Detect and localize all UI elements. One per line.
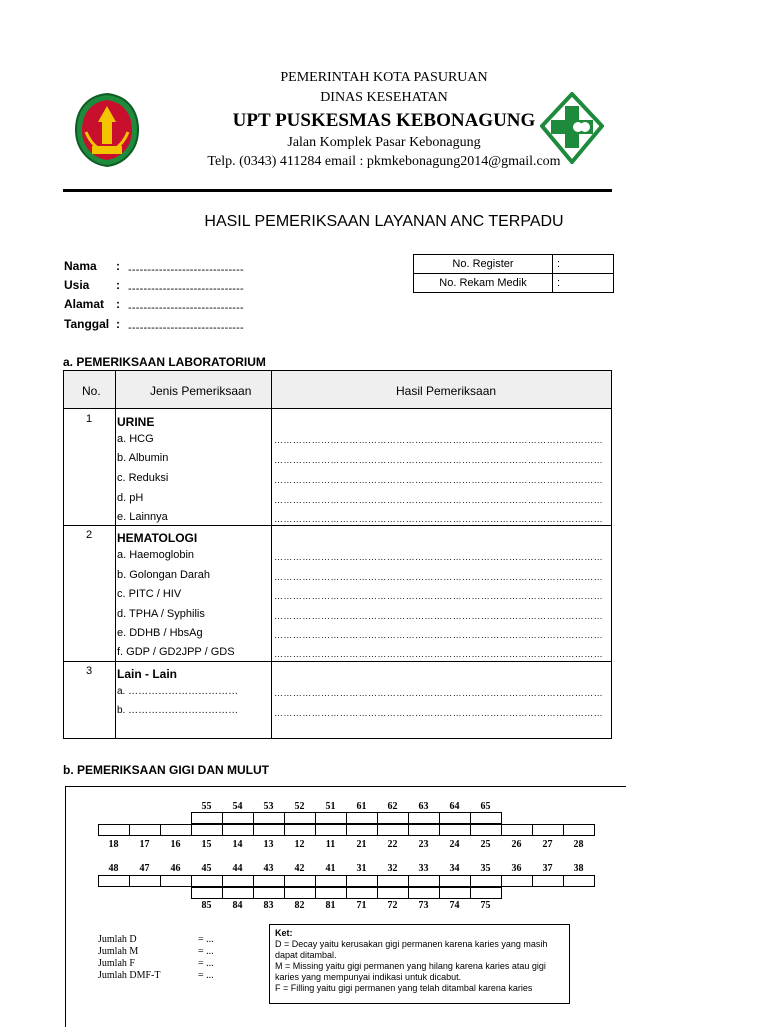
tooth-box[interactable] (470, 887, 502, 899)
tooth-number: 17 (139, 839, 150, 850)
tooth-number: 24 (449, 839, 460, 850)
tooth-number: 31 (356, 863, 367, 874)
tooth-box[interactable] (191, 887, 223, 899)
tooth-number: 23 (418, 839, 429, 850)
result-blank[interactable]: …………………………………………………………………………………………… (274, 708, 603, 718)
tooth-number: 82 (294, 900, 305, 911)
tooth-box[interactable] (222, 824, 254, 836)
result-blank[interactable]: …………………………………………………………………………………………… (274, 630, 603, 640)
tooth-box[interactable] (377, 875, 409, 887)
tooth-box[interactable] (408, 812, 440, 824)
tooth-number: 71 (356, 900, 367, 911)
tooth-box[interactable] (222, 812, 254, 824)
tooth-box[interactable] (222, 875, 254, 887)
header-hasil: Hasil Pemeriksaan (396, 384, 497, 398)
tooth-box[interactable] (532, 875, 564, 887)
tooth-box[interactable] (532, 824, 564, 836)
legend-box (269, 924, 570, 1004)
tooth-number: 75 (480, 900, 491, 911)
tooth-box[interactable] (470, 812, 502, 824)
tooth-box[interactable] (501, 875, 533, 887)
header-line2: DINAS KESEHATAN (320, 90, 448, 105)
summary-value-dmft[interactable]: = ... (198, 970, 214, 981)
no-rekam-medik-value[interactable]: : (553, 274, 614, 293)
list-item: a. HCG (117, 433, 154, 445)
group-title-urine: URINE (117, 415, 155, 429)
tooth-box[interactable] (253, 812, 285, 824)
header-divider (63, 189, 612, 192)
tooth-box[interactable] (315, 887, 347, 899)
tooth-number: 47 (139, 863, 150, 874)
tooth-number: 34 (449, 863, 460, 874)
field-colon: : (116, 259, 120, 273)
tooth-number: 51 (325, 801, 336, 812)
list-item: f. GDP / GD2JPP / GDS (117, 646, 235, 658)
list-item[interactable]: b. …………………………… (117, 705, 239, 716)
tooth-number: 62 (387, 801, 398, 812)
dental-section-title: b. PEMERIKSAAN GIGI DAN MULUT (63, 763, 269, 777)
lab-section-title: a. PEMERIKSAAN LABORATORIUM (63, 355, 266, 369)
legend-decay: D = Decay yaitu kerusakan gigi permanen karena karies yang masih dapat ditambal. (275, 939, 548, 960)
header-contact: Telp. (0343) 411284 email : pkmkebonagung2014@gmail.com (207, 154, 561, 169)
tooth-number: 74 (449, 900, 460, 911)
legend-filling: F = Filling yaitu gigi permanen yang telah ditambal karena karies (275, 983, 533, 993)
tooth-number: 64 (449, 801, 460, 812)
tooth-box[interactable] (191, 875, 223, 887)
tooth-box[interactable] (346, 824, 378, 836)
tooth-number: 44 (232, 863, 243, 874)
tooth-number: 42 (294, 863, 305, 874)
tooth-number: 15 (201, 839, 212, 850)
list-item: d. pH (117, 492, 144, 504)
field-blank-nama[interactable]: ------------------------------ (128, 264, 244, 276)
tooth-box[interactable] (439, 887, 471, 899)
no-rekam-medik-label: No. Rekam Medik (414, 274, 553, 293)
tooth-box[interactable] (315, 875, 347, 887)
tooth-number: 48 (108, 863, 119, 874)
tooth-number: 63 (418, 801, 429, 812)
legend-missing: M = Missing yaitu gigi permanen yang hilang karena karies atau gigi karies yang mempunyai indikasi untuk dicabut. (275, 961, 546, 982)
tooth-box[interactable] (129, 824, 161, 836)
header-org-name: UPT PUSKESMAS KEBONAGUNG (232, 110, 536, 131)
lab-table-header (64, 371, 611, 409)
tooth-box[interactable] (98, 824, 130, 836)
result-blank[interactable]: …………………………………………………………………………………………… (274, 591, 603, 601)
register-table (413, 254, 614, 293)
summary-value-d[interactable]: = ... (198, 934, 214, 945)
tooth-box[interactable] (501, 824, 533, 836)
no-register-value[interactable]: : (553, 255, 614, 274)
tooth-number: 41 (325, 863, 336, 874)
document-title: HASIL PEMERIKSAAN LAYANAN ANC TERPADU (204, 213, 564, 230)
summary-value-m[interactable]: = ... (198, 946, 214, 957)
tooth-box[interactable] (98, 875, 130, 887)
tooth-box[interactable] (284, 824, 316, 836)
tooth-number: 28 (573, 839, 584, 850)
tooth-box[interactable] (191, 824, 223, 836)
tooth-box[interactable] (191, 812, 223, 824)
tooth-number: 54 (232, 801, 243, 812)
tooth-number: 83 (263, 900, 274, 911)
tooth-box[interactable] (377, 824, 409, 836)
tooth-box[interactable] (408, 887, 440, 899)
list-item: b. Albumin (117, 452, 169, 464)
list-item: c. Reduksi (117, 472, 169, 484)
tooth-box[interactable] (563, 875, 595, 887)
tooth-box[interactable] (346, 812, 378, 824)
summary-value-f[interactable]: = ... (198, 958, 214, 969)
tooth-number: 46 (170, 863, 181, 874)
row-divider (64, 661, 611, 662)
tooth-box[interactable] (284, 875, 316, 887)
tooth-number: 36 (511, 863, 522, 874)
tooth-number: 21 (356, 839, 367, 850)
tooth-box[interactable] (253, 824, 285, 836)
group-title-lain: Lain - Lain (117, 667, 177, 681)
tooth-number: 84 (232, 900, 243, 911)
list-item: e. DDHB / HbsAg (117, 627, 203, 639)
tooth-number: 22 (387, 839, 398, 850)
field-colon: : (116, 317, 120, 331)
tooth-box[interactable] (160, 824, 192, 836)
tooth-box[interactable] (315, 812, 347, 824)
tooth-number: 35 (480, 863, 491, 874)
tooth-box[interactable] (439, 875, 471, 887)
col-divider (115, 371, 116, 738)
tooth-number: 53 (263, 801, 274, 812)
tooth-number: 85 (201, 900, 212, 911)
tooth-number: 45 (201, 863, 212, 874)
legend-title: Ket: (275, 928, 293, 938)
tooth-number: 27 (542, 839, 553, 850)
result-blank[interactable]: …………………………………………………………………………………………… (274, 514, 603, 524)
summary-label-d: Jumlah D (98, 934, 137, 945)
tooth-number: 13 (263, 839, 274, 850)
tooth-box[interactable] (470, 824, 502, 836)
tooth-box[interactable] (408, 824, 440, 836)
tooth-number: 11 (325, 839, 336, 850)
tooth-number: 16 (170, 839, 181, 850)
tooth-number: 81 (325, 900, 336, 911)
tooth-box[interactable] (284, 812, 316, 824)
tooth-box[interactable] (253, 887, 285, 899)
list-item: e. Lainnya (117, 511, 168, 523)
field-colon: : (116, 278, 120, 292)
field-label-tanggal: Tanggal (64, 317, 110, 331)
result-blank[interactable]: …………………………………………………………………………………………… (274, 649, 603, 659)
tooth-box[interactable] (346, 875, 378, 887)
summary-label-m: Jumlah M (98, 946, 139, 957)
group-no: 1 (86, 413, 93, 425)
tooth-box[interactable] (439, 812, 471, 824)
tooth-number: 33 (418, 863, 429, 874)
list-item: b. Golongan Darah (117, 569, 210, 581)
tooth-number: 18 (108, 839, 119, 850)
tooth-box[interactable] (377, 887, 409, 899)
summary-label-f: Jumlah F (98, 958, 135, 969)
header-jenis: Jenis Pemeriksaan (150, 384, 252, 398)
tooth-number: 32 (387, 863, 398, 874)
field-label-usia: Usia (64, 278, 90, 292)
result-blank[interactable]: …………………………………………………………………………………………… (274, 611, 603, 621)
tooth-number: 72 (387, 900, 398, 911)
group-no: 2 (86, 529, 93, 541)
tooth-number: 26 (511, 839, 522, 850)
result-blank[interactable]: …………………………………………………………………………………………… (274, 475, 603, 485)
result-blank[interactable]: …………………………………………………………………………………………… (274, 455, 603, 465)
tooth-box[interactable] (346, 887, 378, 899)
header-address: Jalan Komplek Pasar Kebonagung (287, 135, 481, 150)
list-item[interactable]: a. …………………………… (117, 686, 239, 697)
field-blank-tanggal[interactable]: ------------------------------ (128, 322, 244, 334)
tooth-box[interactable] (563, 824, 595, 836)
header-line1: PEMERINTAH KOTA PASURUAN (280, 70, 488, 85)
field-label-alamat: Alamat (64, 297, 105, 311)
tooth-number: 25 (480, 839, 491, 850)
group-title-hematologi: HEMATOLOGI (117, 531, 198, 545)
field-blank-usia[interactable]: ------------------------------ (128, 283, 244, 295)
tooth-number: 14 (232, 839, 243, 850)
header-no: No. (82, 384, 101, 398)
row-divider (64, 525, 611, 526)
summary-label-dmft: Jumlah DMF-T (98, 970, 161, 981)
tooth-number: 38 (573, 863, 584, 874)
tooth-box[interactable] (222, 887, 254, 899)
lab-table (63, 370, 612, 739)
tooth-box[interactable] (315, 824, 347, 836)
tooth-number: 52 (294, 801, 305, 812)
puskesmas-logo (540, 92, 604, 164)
tooth-number: 55 (201, 801, 212, 812)
field-blank-alamat[interactable]: ------------------------------ (128, 302, 244, 314)
tooth-number: 12 (294, 839, 305, 850)
tooth-box[interactable] (439, 824, 471, 836)
field-label-nama: Nama (64, 259, 97, 273)
group-no: 3 (86, 665, 93, 677)
tooth-box[interactable] (160, 875, 192, 887)
tooth-number: 37 (542, 863, 553, 874)
result-blank[interactable]: …………………………………………………………………………………………… (274, 495, 603, 505)
tooth-box[interactable] (408, 875, 440, 887)
tooth-box[interactable] (129, 875, 161, 887)
result-blank[interactable]: …………………………………………………………………………………………… (274, 552, 603, 562)
tooth-box[interactable] (284, 887, 316, 899)
tooth-box[interactable] (377, 812, 409, 824)
tooth-number: 43 (263, 863, 274, 874)
list-item: d. TPHA / Syphilis (117, 608, 205, 620)
tooth-box[interactable] (253, 875, 285, 887)
no-register-label: No. Register (414, 255, 553, 274)
tooth-box[interactable] (470, 875, 502, 887)
result-blank[interactable]: …………………………………………………………………………………………… (274, 688, 603, 698)
col-divider (271, 371, 272, 738)
tooth-number: 65 (480, 801, 491, 812)
tooth-number: 61 (356, 801, 367, 812)
list-item: a. Haemoglobin (117, 549, 195, 561)
result-blank[interactable]: …………………………………………………………………………………………… (274, 572, 603, 582)
field-colon: : (116, 297, 120, 311)
tooth-number: 73 (418, 900, 429, 911)
list-item: c. PITC / HIV (117, 588, 182, 600)
result-blank[interactable]: …………………………………………………………………………………………… (274, 435, 603, 445)
